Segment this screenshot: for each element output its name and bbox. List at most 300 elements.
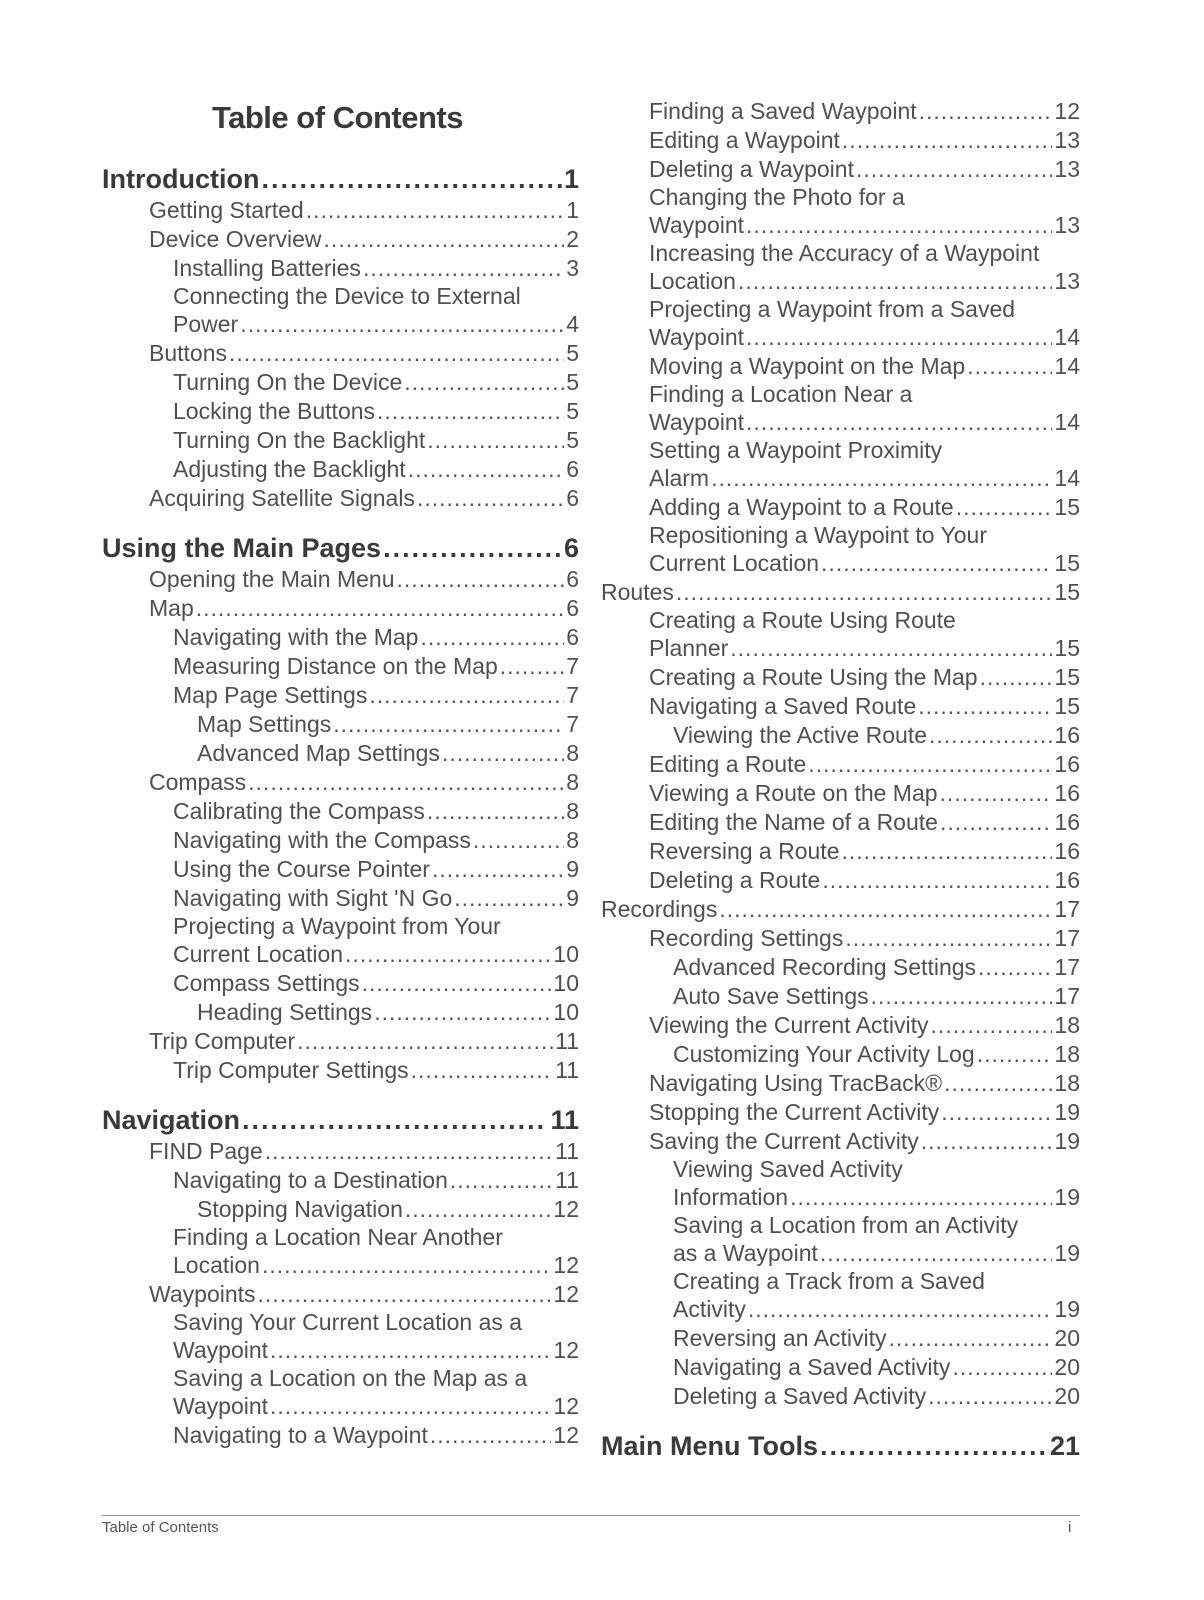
- chapter-spacer: [601, 1411, 1080, 1429]
- toc-entry-navigating-a-saved-activity[interactable]: [601, 1353, 1080, 1382]
- dot-leader: [405, 1195, 552, 1224]
- toc-page-number: 1: [563, 164, 579, 194]
- toc-page-number: 11: [555, 1138, 579, 1164]
- toc-page-number: 15: [1054, 550, 1080, 576]
- toc-page-number: 14: [1054, 353, 1080, 379]
- toc-entry-title: Saving the Current Activity: [649, 1128, 919, 1154]
- toc-page-number: 21: [1049, 1431, 1080, 1461]
- toc-entry-title: Viewing the Current Activity: [649, 1012, 929, 1038]
- toc-entry-title: Navigating with the Compass: [173, 827, 471, 853]
- toc-page-number: 4: [566, 311, 579, 337]
- dot-leader: [845, 924, 1052, 953]
- toc-page-number: 19: [1054, 1099, 1080, 1125]
- toc-entry-heading-settings[interactable]: [102, 998, 579, 1027]
- dot-leader: [427, 797, 564, 826]
- dot-leader: [746, 408, 1052, 437]
- toc-entry-saving-the-current-activity[interactable]: [601, 1127, 1080, 1156]
- dot-leader: [746, 323, 1052, 352]
- dot-leader: [411, 1056, 553, 1085]
- dot-leader: [842, 126, 1052, 155]
- toc-entry-title: Locking the Buttons: [173, 398, 376, 424]
- dot-leader: [473, 826, 564, 855]
- toc-page-number: 8: [566, 740, 579, 766]
- toc-entry-title-line: Projecting a Waypoint from Your: [173, 913, 501, 939]
- toc-page-number: 17: [1054, 925, 1080, 951]
- dot-leader: [345, 940, 551, 969]
- toc-entry-stopping-the-current-activity[interactable]: [601, 1098, 1080, 1127]
- toc-page-number: 16: [1054, 809, 1080, 835]
- toc-page-number: 19: [1054, 1240, 1080, 1266]
- toc-page-number: 8: [566, 798, 579, 824]
- toc-entry-title: Navigating to a Destination: [173, 1167, 448, 1193]
- toc-page-number: 12: [553, 1393, 579, 1419]
- dot-leader: [977, 1040, 1053, 1069]
- toc-entry-title: Map Page Settings: [173, 682, 368, 708]
- toc-entry-saving-a-location-on-the-map-as-a-waypoint[interactable]: [102, 1365, 579, 1421]
- dot-leader: [265, 1137, 553, 1166]
- toc-entry-title: Recording Settings: [649, 925, 844, 951]
- toc-page-number: 6: [566, 456, 579, 482]
- toc-entry-title: Navigating a Saved Activity: [673, 1354, 951, 1380]
- toc-entry-buttons[interactable]: [102, 339, 579, 368]
- toc-entry-title-line: Changing the Photo for a: [649, 184, 905, 210]
- page-title: Table of Contents: [212, 100, 463, 135]
- toc-entry-title: Moving a Waypoint on the Map: [649, 353, 966, 379]
- footer-page-number: i: [1068, 1519, 1072, 1536]
- toc-entry-title: Editing the Name of a Route: [649, 809, 938, 835]
- toc-entry-recording-settings[interactable]: [601, 924, 1080, 953]
- dot-leader: [820, 1429, 1048, 1463]
- toc-page-number: 12: [553, 1337, 579, 1363]
- toc-entry-title: Deleting a Route: [649, 867, 821, 893]
- toc-entry-reversing-an-activity[interactable]: [601, 1324, 1080, 1353]
- toc-entry-navigating-with-sight-n-go[interactable]: [102, 884, 579, 913]
- toc-page-number: 18: [1054, 1012, 1080, 1038]
- toc-right-column: [601, 97, 1080, 1463]
- dot-leader: [297, 1027, 553, 1056]
- toc-entry-repositioning-a-waypoint-to-your-current-location[interactable]: [601, 522, 1080, 578]
- dot-leader: [820, 1239, 1053, 1268]
- toc-entry-title-line: Creating a Track from a Saved: [673, 1268, 985, 1294]
- toc-page-number: 8: [566, 769, 579, 795]
- toc-entry-installing-batteries[interactable]: [102, 254, 579, 283]
- toc-page-number: 8: [566, 827, 579, 853]
- toc-entry-measuring-distance-on-the-map[interactable]: [102, 652, 579, 681]
- toc-entry-compass-settings[interactable]: [102, 969, 579, 998]
- dot-leader: [944, 1069, 1052, 1098]
- toc-entry-calibrating-the-compass[interactable]: [102, 797, 579, 826]
- toc-entry-title: Editing a Route: [649, 751, 807, 777]
- toc-entry-moving-a-waypoint-on-the-map[interactable]: [601, 352, 1080, 381]
- toc-entry-device-overview[interactable]: [102, 225, 579, 254]
- toc-page-number: 20: [1054, 1325, 1080, 1351]
- toc-entry-changing-the-photo-for-a-waypoint[interactable]: [601, 184, 1080, 240]
- toc-entry-recordings[interactable]: [601, 895, 1080, 924]
- toc-entry-title: Acquiring Satellite Signals: [149, 485, 415, 511]
- dot-leader: [404, 368, 564, 397]
- toc-entry-title: Alarm: [649, 465, 710, 491]
- toc-page-number: 12: [553, 1281, 579, 1307]
- toc-entry-title: Deleting a Saved Activity: [673, 1383, 927, 1409]
- dot-leader: [738, 267, 1052, 296]
- toc-entry-title: Routes: [601, 579, 674, 605]
- dot-leader: [420, 623, 564, 652]
- dot-leader: [262, 1251, 551, 1280]
- dot-leader: [240, 310, 564, 339]
- chapter-spacer: [102, 513, 579, 531]
- toc-entry-editing-a-route[interactable]: [601, 750, 1080, 779]
- toc-entry-editing-a-waypoint[interactable]: [601, 126, 1080, 155]
- dot-leader: [730, 634, 1052, 663]
- toc-page-number: 11: [555, 1167, 579, 1193]
- toc-entry-locking-the-buttons[interactable]: [102, 397, 579, 426]
- toc-entry-navigating-to-a-destination[interactable]: [102, 1166, 579, 1195]
- dot-leader: [921, 1127, 1053, 1156]
- toc-entry-adding-a-waypoint-to-a-route[interactable]: [601, 493, 1080, 522]
- toc-entry-setting-a-waypoint-proximity-alarm[interactable]: [601, 437, 1080, 493]
- toc-entry-title: Stopping Navigation: [197, 1196, 403, 1222]
- toc-entry-adjusting-the-backlight[interactable]: [102, 455, 579, 484]
- toc-entry-title: Compass Settings: [173, 970, 360, 996]
- toc-page-number: 1: [566, 197, 579, 223]
- dot-leader: [842, 837, 1053, 866]
- dot-leader: [261, 162, 562, 196]
- toc-entry-title: Waypoints: [149, 1281, 256, 1307]
- toc-page-number: 16: [1054, 722, 1080, 748]
- toc-entry-title: Adding a Waypoint to a Route: [649, 494, 954, 520]
- toc-entry-title: Compass: [149, 769, 247, 795]
- toc-entry-creating-a-route-using-route-planner[interactable]: [601, 607, 1080, 663]
- dot-leader: [956, 493, 1053, 522]
- toc-page-number: 9: [566, 885, 579, 911]
- dot-leader: [746, 211, 1052, 240]
- dot-leader: [919, 97, 1053, 126]
- toc-entry-increasing-the-accuracy-of-a-waypoint-location[interactable]: [601, 240, 1080, 296]
- toc-entry-title: Waypoint: [649, 409, 745, 435]
- toc-entry-title: Turning On the Backlight: [173, 427, 426, 453]
- toc-entry-navigating-with-the-map[interactable]: [102, 623, 579, 652]
- dot-leader: [940, 808, 1052, 837]
- toc-entry-projecting-a-waypoint-from-a-saved-waypoint[interactable]: [601, 296, 1080, 352]
- toc-entry-title: Map Settings: [197, 711, 332, 737]
- toc-entry-title: Map: [149, 595, 194, 621]
- toc-entry-projecting-a-waypoint-from-your-current-location[interactable]: [102, 913, 579, 969]
- toc-page-number: 13: [1054, 212, 1080, 238]
- toc-entry-title: Viewing the Active Route: [673, 722, 928, 748]
- toc-entry-creating-a-track-from-a-saved-activity[interactable]: [601, 1268, 1080, 1324]
- toc-entry-title: Adjusting the Backlight: [173, 456, 406, 482]
- toc-page-number: 16: [1054, 838, 1080, 864]
- dot-leader: [363, 254, 564, 283]
- toc-entry-editing-the-name-of-a-route[interactable]: [601, 808, 1080, 837]
- toc-entry-title-line: Projecting a Waypoint from a Saved: [649, 296, 1016, 322]
- dot-leader: [442, 739, 564, 768]
- dot-leader: [417, 484, 564, 513]
- dot-leader: [450, 1166, 553, 1195]
- toc-entry-title-line: Saving a Location from an Activity: [673, 1212, 1019, 1238]
- dot-leader: [500, 652, 564, 681]
- toc-entry-title: Waypoint: [173, 1393, 269, 1419]
- toc-entry-stopping-navigation[interactable]: [102, 1195, 579, 1224]
- dot-leader: [871, 982, 1053, 1011]
- toc-entry-using-the-course-pointer[interactable]: [102, 855, 579, 884]
- toc-page-number: 11: [550, 1105, 579, 1135]
- dot-leader: [719, 895, 1052, 924]
- toc-entry-title: Information: [673, 1184, 789, 1210]
- toc-page-number: 7: [566, 711, 579, 737]
- toc-entry-title: Editing a Waypoint: [649, 127, 840, 153]
- toc-page-number: 15: [1054, 664, 1080, 690]
- toc-page-number: 5: [566, 427, 579, 453]
- toc-entry-title: as a Waypoint: [673, 1240, 818, 1266]
- dot-leader: [333, 710, 564, 739]
- toc-page-number: 11: [555, 1057, 579, 1083]
- toc-page-number: 13: [1054, 268, 1080, 294]
- toc-entry-deleting-a-saved-activity[interactable]: [601, 1382, 1080, 1411]
- toc-entry-viewing-the-current-activity[interactable]: [601, 1011, 1080, 1040]
- toc-entry-title: Advanced Recording Settings: [673, 954, 977, 980]
- toc-entry-title: Navigating a Saved Route: [649, 693, 917, 719]
- toc-chapter-navigation[interactable]: [102, 1103, 579, 1137]
- toc-entry-title: Creating a Route Using the Map: [649, 664, 978, 690]
- toc-chapter-introduction[interactable]: [102, 162, 579, 196]
- toc-entry-title: Recordings: [601, 896, 718, 922]
- toc-entry-turning-on-the-backlight[interactable]: [102, 426, 579, 455]
- dot-leader: [822, 866, 1052, 895]
- toc-entry-trip-computer[interactable]: [102, 1027, 579, 1056]
- toc-entry-getting-started[interactable]: [102, 196, 579, 225]
- toc-entry-connecting-the-device-to-external-power[interactable]: [102, 283, 579, 339]
- dot-leader: [324, 225, 565, 254]
- toc-entry-compass[interactable]: [102, 768, 579, 797]
- toc-entry-title: Current Location: [649, 550, 820, 576]
- toc-entry-title: Waypoint: [173, 1337, 269, 1363]
- dot-leader: [369, 681, 564, 710]
- toc-entry-title: Location: [173, 1252, 260, 1278]
- dot-leader: [383, 531, 562, 565]
- toc-entry-title: Advanced Map Settings: [197, 740, 440, 766]
- footer-divider: [102, 1515, 1080, 1516]
- toc-entry-viewing-the-active-route[interactable]: [601, 721, 1080, 750]
- dot-leader: [432, 855, 564, 884]
- toc-entry-acquiring-satellite-signals[interactable]: [102, 484, 579, 513]
- toc-entry-navigating-a-saved-route[interactable]: [601, 692, 1080, 721]
- toc-page-number: 7: [566, 653, 579, 679]
- toc-page-number: 11: [555, 1028, 579, 1054]
- toc-entry-routes[interactable]: [601, 578, 1080, 607]
- toc-page-number: 15: [1054, 579, 1080, 605]
- toc-chapter-main-menu-tools[interactable]: [601, 1429, 1080, 1463]
- toc-entry-navigating-using-tracback[interactable]: [601, 1069, 1080, 1098]
- toc-entry-title: Navigation: [102, 1105, 241, 1135]
- dot-leader: [676, 578, 1053, 607]
- toc-entry-turning-on-the-device[interactable]: [102, 368, 579, 397]
- toc-entry-title: Navigating with Sight 'N Go: [173, 885, 453, 911]
- toc-entry-title-line: Increasing the Accuracy of a Waypoint: [649, 240, 1040, 266]
- toc-entry-deleting-a-waypoint[interactable]: [601, 155, 1080, 184]
- toc-page-number: 15: [1054, 494, 1080, 520]
- toc-entry-title: Main Menu Tools: [601, 1431, 818, 1461]
- toc-entry-viewing-a-route-on-the-map[interactable]: [601, 779, 1080, 808]
- footer-section-title: Table of Contents: [102, 1519, 219, 1536]
- dot-leader: [808, 750, 1052, 779]
- toc-entry-title: Viewing a Route on the Map: [649, 780, 938, 806]
- toc-page-number: 18: [1054, 1070, 1080, 1096]
- toc-entry-title: Calibrating the Compass: [173, 798, 425, 824]
- toc-entry-title: Navigating Using TracBack®: [649, 1070, 943, 1096]
- toc-entry-title: Current Location: [173, 941, 344, 967]
- toc-entry-finding-a-location-near-another-location[interactable]: [102, 1224, 579, 1280]
- toc-entry-title: Getting Started: [149, 197, 304, 223]
- toc-entry-title: Navigating to a Waypoint: [173, 1422, 428, 1448]
- toc-entry-title-line: Creating a Route Using Route: [649, 607, 956, 633]
- toc-entry-title: Auto Save Settings: [673, 983, 869, 1009]
- dot-leader: [270, 1392, 551, 1421]
- toc-entry-title-line: Setting a Waypoint Proximity: [649, 437, 943, 463]
- toc-entry-title-line: Repositioning a Waypoint to Your: [649, 522, 987, 548]
- chapter-spacer: [102, 1085, 579, 1103]
- toc-page-number: 17: [1054, 896, 1080, 922]
- dot-leader: [978, 953, 1052, 982]
- dot-leader: [790, 1183, 1052, 1212]
- dot-leader: [258, 1280, 552, 1309]
- toc-left-column: [102, 162, 579, 1450]
- toc-page-number: 5: [566, 340, 579, 366]
- toc-entry-deleting-a-route[interactable]: [601, 866, 1080, 895]
- toc-entry-map-settings[interactable]: [102, 710, 579, 739]
- toc-page-number: 20: [1054, 1383, 1080, 1409]
- toc-entry-auto-save-settings[interactable]: [601, 982, 1080, 1011]
- toc-entry-map[interactable]: [102, 594, 579, 623]
- toc-entry-title: Device Overview: [149, 226, 322, 252]
- dot-leader: [248, 768, 564, 797]
- toc-entry-advanced-recording-settings[interactable]: [601, 953, 1080, 982]
- toc-entry-title: Measuring Distance on the Map: [173, 653, 498, 679]
- toc-entry-finding-a-saved-waypoint[interactable]: [601, 97, 1080, 126]
- dot-leader: [967, 352, 1052, 381]
- toc-entry-title: Finding a Saved Waypoint: [649, 98, 917, 124]
- dot-leader: [242, 1103, 548, 1137]
- toc-page-number: 14: [1054, 465, 1080, 491]
- toc-page-number: 15: [1054, 693, 1080, 719]
- toc-entry-creating-a-route-using-the-map[interactable]: [601, 663, 1080, 692]
- toc-entry-title: Trip Computer Settings: [173, 1057, 409, 1083]
- toc-entry-title: Navigating with the Map: [173, 624, 419, 650]
- toc-page-number: 14: [1054, 409, 1080, 435]
- toc-page-number: 13: [1054, 156, 1080, 182]
- toc-page-number: 9: [566, 856, 579, 882]
- dot-leader: [940, 779, 1053, 808]
- toc-entry-title: Planner: [649, 635, 729, 661]
- dot-leader: [397, 565, 565, 594]
- dot-leader: [918, 692, 1052, 721]
- toc-entry-title: Reversing a Route: [649, 838, 840, 864]
- toc-entry-title: Waypoint: [649, 324, 745, 350]
- toc-entry-viewing-saved-activity-information[interactable]: [601, 1156, 1080, 1212]
- dot-leader: [362, 969, 552, 998]
- toc-entry-title-line: Connecting the Device to External: [173, 283, 521, 309]
- dot-leader: [888, 1324, 1052, 1353]
- dot-leader: [748, 1295, 1053, 1324]
- toc-page-number: 16: [1054, 780, 1080, 806]
- toc-page-number: 6: [566, 624, 579, 650]
- toc-entry-map-page-settings[interactable]: [102, 681, 579, 710]
- toc-page-number: 6: [566, 595, 579, 621]
- dot-leader: [856, 155, 1052, 184]
- toc-entry-title: Power: [173, 311, 239, 337]
- dot-leader: [941, 1098, 1052, 1127]
- toc-entry-find-page[interactable]: [102, 1137, 579, 1166]
- toc-page-number: 10: [553, 970, 579, 996]
- toc-entry-reversing-a-route[interactable]: [601, 837, 1080, 866]
- toc-entry-advanced-map-settings[interactable]: [102, 739, 579, 768]
- toc-entry-title: Turning On the Device: [173, 369, 403, 395]
- toc-entry-opening-the-main-menu[interactable]: [102, 565, 579, 594]
- toc-entry-navigating-to-a-waypoint[interactable]: [102, 1421, 579, 1450]
- toc-page-number: 10: [553, 999, 579, 1025]
- toc-page-number: 20: [1054, 1354, 1080, 1380]
- toc-entry-saving-a-location-from-an-activity-as-a-waypoint[interactable]: [601, 1212, 1080, 1268]
- toc-entry-finding-a-location-near-a-waypoint[interactable]: [601, 381, 1080, 437]
- dot-leader: [980, 663, 1053, 692]
- toc-entry-title: Introduction: [102, 164, 260, 194]
- toc-entry-title: Heading Settings: [197, 999, 373, 1025]
- dot-leader: [427, 426, 564, 455]
- toc-entry-navigating-with-the-compass[interactable]: [102, 826, 579, 855]
- toc-entry-title-line: Finding a Location Near a: [649, 381, 913, 407]
- dot-leader: [454, 884, 564, 913]
- dot-leader: [928, 1382, 1052, 1411]
- toc-entry-title: Deleting a Waypoint: [649, 156, 854, 182]
- toc-page-number: 17: [1054, 954, 1080, 980]
- toc-entry-title-line: Saving a Location on the Map as a: [173, 1365, 528, 1391]
- dot-leader: [306, 196, 565, 225]
- toc-page-number: 10: [553, 941, 579, 967]
- toc-page-number: 3: [566, 255, 579, 281]
- toc-page-number: 12: [553, 1196, 579, 1222]
- toc-page-number: 6: [563, 533, 579, 563]
- dot-leader: [270, 1336, 551, 1365]
- toc-page-number: 7: [566, 682, 579, 708]
- dot-leader: [929, 721, 1052, 750]
- toc-page-number: 16: [1054, 751, 1080, 777]
- toc-page-number: 19: [1054, 1128, 1080, 1154]
- toc-entry-saving-your-current-location-as-a-waypoint[interactable]: [102, 1309, 579, 1365]
- toc-entry-trip-computer-settings[interactable]: [102, 1056, 579, 1085]
- toc-entry-customizing-your-activity-log[interactable]: [601, 1040, 1080, 1069]
- toc-page-number: 18: [1054, 1041, 1080, 1067]
- toc-entry-title-line: Saving Your Current Location as a: [173, 1309, 523, 1335]
- toc-entry-title: Buttons: [149, 340, 227, 366]
- toc-page-number: 17: [1054, 983, 1080, 1009]
- toc-chapter-using-the-main-pages[interactable]: [102, 531, 579, 565]
- dot-leader: [931, 1011, 1053, 1040]
- toc-page-number: 19: [1054, 1296, 1080, 1322]
- dot-leader: [952, 1353, 1052, 1382]
- dot-leader: [430, 1421, 552, 1450]
- toc-entry-title: Trip Computer: [149, 1028, 296, 1054]
- toc-entry-title: Stopping the Current Activity: [649, 1099, 940, 1125]
- toc-page-number: 6: [566, 485, 579, 511]
- toc-page-number: 5: [566, 398, 579, 424]
- toc-page-number: 2: [566, 226, 579, 252]
- toc-entry-waypoints[interactable]: [102, 1280, 579, 1309]
- toc-entry-title: Waypoint: [649, 212, 745, 238]
- toc-entry-title: Opening the Main Menu: [149, 566, 395, 592]
- dot-leader: [377, 397, 564, 426]
- toc-entry-title: Using the Main Pages: [102, 533, 382, 563]
- toc-entry-title: Activity: [673, 1296, 746, 1322]
